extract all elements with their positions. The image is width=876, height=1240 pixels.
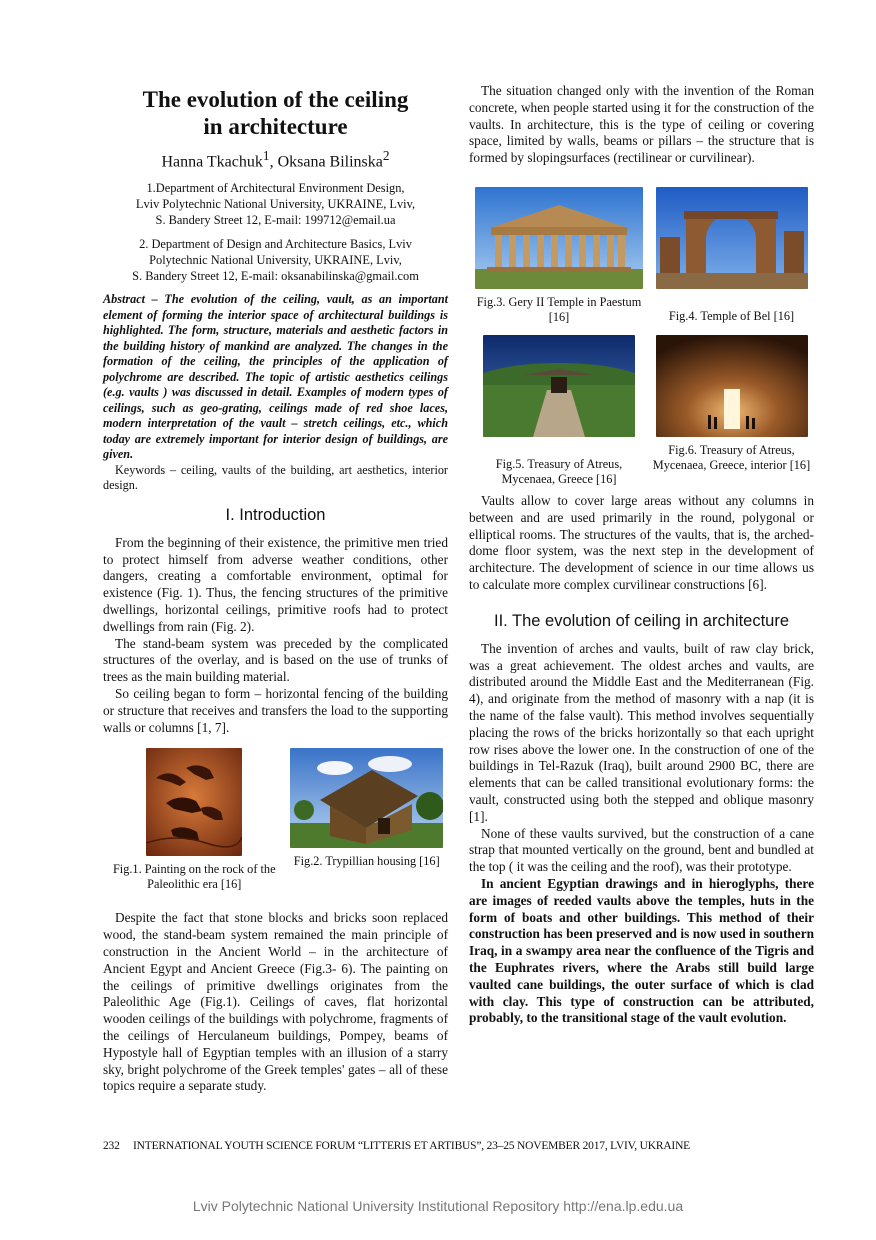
left-column	[103, 86, 448, 1095]
affiliation-line: Lviv Polytechnic National University, UKRAINE, Lviv,	[135, 197, 416, 212]
treasury-interior-image	[656, 335, 808, 437]
affiliation-line: S. Bandery Street 12, E-mail: 199712@email.ua	[155, 213, 396, 228]
figure-row-5-6	[469, 335, 814, 487]
figure-row-1-2	[103, 748, 448, 892]
paragraph: None of these vaults survived, but the construction of a cane strap that mounted vertically on the ground, bent and bundled at the top ( it was the ceiling and the roof), was their prototype.	[469, 825, 814, 875]
cave-painting-image	[146, 748, 242, 856]
paragraph: From the beginning of their existence, the primitive men tried to protect himself from adverse weather conditions, other dangers, creating a comfortable environment, optimal for existence (Fig. 1). Thus, the fencing structures of the primitive dwellings, horizontal ceilings, primitive roofs had to protect dwellings from rain (Fig. 2).	[103, 534, 448, 634]
paestum-temple-image	[475, 187, 643, 289]
right-column	[469, 83, 814, 1027]
abstract: Abstract – The evolution of the ceiling, vault, as an important element of forming the interior space of architectural buildings is highlighted. The form, structure, materials and aesthetic factors in the building history of mankind are analyzed. The changes in the formation of the ceiling, the principles of the application of polychrome are described. The topic of artistic aesthetics ceilings (e.g. vaults ) was discussed in detail. Examples of modern types of ceilings, such as geo-grating, ceilings made of red shoe laces, modern interpretation of the vault – stretch ceilings, etc., which today are extremely important for interior design of buildings, are given.	[103, 292, 448, 462]
affiliation-1	[103, 180, 448, 228]
paragraph: The situation changed only with the invention of the Roman concrete, when people started using it for the construction of the vaults. In architecture, this is the type of ceiling or covering space, limited by walls, beams or pillars – the structure that is formed by slopingsurfaces (rectilinear or curvilinear).	[469, 83, 814, 166]
figure-1	[109, 748, 279, 892]
page-footer	[103, 1140, 803, 1152]
author-2-affil: 2	[382, 148, 390, 163]
trypillian-house-image	[290, 748, 443, 848]
affiliation-line: S. Bandery Street 12, E-mail: oksanabilinska@gmail.com	[132, 269, 419, 284]
affiliation-2	[103, 236, 448, 284]
figure-3-caption: Fig.3. Gery II Temple in Paestum [16]	[476, 294, 642, 324]
authors	[103, 146, 448, 172]
paragraph: The invention of arches and vaults, built of raw clay brick, was a great achievement. The oldest arches and vaults, are distributed around the Middle East and the Mediterranean (Fig. 4), and originate from the method of masonry with a nap (it is the name of the false vault). This method involves sequentially placing the rows of the bricks horizontally so that each upright row rises above the lower one. In the construction of one of the buildings in Tel-Razuk (Iraq), built around 2900 BC, there are elements that can be called transitional evolutionary forms: the vault, constructed using both the stepped and oblique masonry [1].	[469, 640, 814, 824]
keywords: Keywords – ceiling, vaults of the building, art aesthetics, interior design.	[103, 462, 448, 493]
paragraph: So ceiling began to form – horizontal fencing of the building or structure that receives and transfers the load to the supporting walls or columns [1, 7].	[103, 686, 448, 735]
title-line-1: The evolution of the ceiling	[142, 87, 409, 112]
figure-6	[652, 335, 812, 473]
affiliation-line: Polytechnic National University, UKRAINE, Lviv,	[149, 253, 402, 268]
figure-6-caption: Fig.6. Treasury of Atreus, Mycenaea, Greece, interior [16]	[652, 442, 811, 472]
author-2: Oksana Bilinska	[277, 153, 383, 171]
section-heading-introduction: I. Introduction	[225, 505, 326, 524]
section-heading-evolution: II. The evolution of ceiling in architecture	[493, 611, 790, 630]
footer-text: INTERNATIONAL YOUTH SCIENCE FORUM “LITTERIS ET ARTIBUS”, 23–25 NOVEMBER 2017, LVIV, UKRAINE	[133, 1140, 690, 1152]
paper-title	[103, 86, 448, 140]
figure-3	[472, 187, 647, 325]
temple-of-bel-image	[656, 187, 808, 289]
figure-4-caption: Fig.4. Temple of Bel [16]	[668, 308, 795, 323]
affiliation-line: 1.Department of Architectural Environment Design,	[146, 181, 405, 196]
figure-2-caption: Fig.2. Trypillian housing [16]	[293, 854, 440, 869]
title-line-2: in architecture	[203, 114, 348, 139]
figure-5-caption: Fig.5. Treasury of Atreus, Mycenaea, Greece [16]	[495, 456, 623, 486]
repository-watermark: Lviv Polytechnic National University Institutional Repository http://ena.lp.edu.ua	[192, 1198, 684, 1214]
figure-5	[472, 335, 647, 487]
figure-4	[652, 187, 812, 324]
treasury-of-atreus-image	[483, 335, 635, 437]
affiliation-line: 2. Department of Design and Architecture Basics, Lviv	[139, 237, 412, 252]
paragraph: Vaults allow to cover large areas without any columns in between and are used primarily in the round, polygonal or elliptical rooms. The structures of the vaults, that is, the arched-dome floor system, was the next step in the development of architecture. The development of science in our time allows us to calculate more complex curvilinear constructions [6].	[469, 492, 814, 592]
paragraph-bold: In ancient Egyptian drawings and in hieroglyphs, there are images of reeded vaults above the temples, huts in the form of boats and other buildings. This method of their construction has been preserved and is now used in southern Iraq, in a swampy area near the confluence of the Tigris and the Euphrates rivers, where the Arabs still build large vaulted cane buildings, the outer surface of which is clad with clay. This type of construction can be attributed, probably, to the transitional stage of the vault evolution.	[469, 875, 814, 1026]
author-1: Hanna Tkachuk	[161, 153, 263, 171]
paragraph: The stand-beam system was preceded by the complicated structures of the overlay, and is based on the use of trunks of trees as the main building material.	[103, 635, 448, 685]
page-number: 232	[103, 1140, 120, 1152]
author-separator: ,	[269, 153, 278, 171]
figure-1-caption: Fig.1. Painting on the rock of the Paleolithic era [16]	[112, 862, 276, 892]
author-1-affil: 1	[262, 148, 270, 163]
paragraph: Despite the fact that stone blocks and bricks soon replaced wood, the stand-beam system remained the main principle of construction in the Ancient World – in the architecture of Ancient Egypt and Ancient Greece (Fig.3- 6). The painting on the ceilings of primitive dwellings originates from the Paleolithic Age (Fig.1). Ceilings of caves, flat horizontal wooden ceilings of the buildings with polychrome, fragments of the ceilings of Herculaneum buildings, Pompey, beams of Hypostyle hall of Egyptian temples with an illusion of a starry sky, bright polychrome of the Greek temples' gates – all of these topics require a separate study.	[103, 910, 448, 1094]
figure-2	[292, 748, 442, 869]
figure-row-3-4	[469, 187, 814, 325]
